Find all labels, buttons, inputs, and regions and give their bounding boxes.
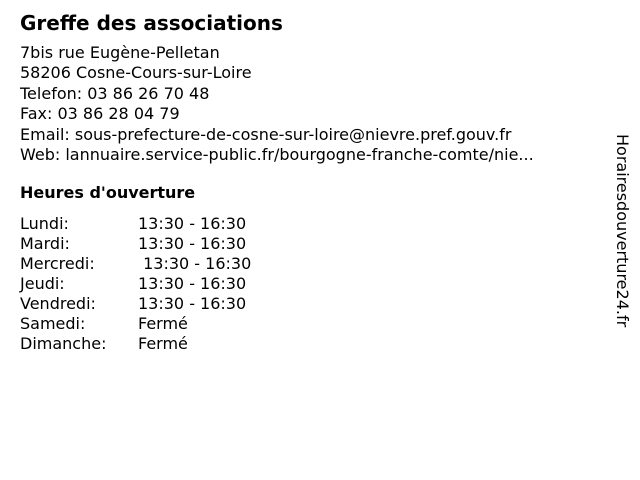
hours-row-wednesday <box>20 254 251 274</box>
phone-number: Telefon: 03 86 26 70 48 <box>20 83 210 103</box>
website-link: Web: lannuaire.service-public.fr/bourgogne-franche-comte/nie... <box>20 145 534 165</box>
time-value: Fermé <box>138 314 188 333</box>
time-value: 13:30 - 16:30 <box>138 234 247 253</box>
time-value: 13:30 - 16:30 <box>138 254 252 273</box>
time-value: Fermé <box>138 334 188 353</box>
opening-hours-heading: Heures d'ouverture <box>20 183 196 202</box>
time-value: 13:30 - 16:30 <box>138 214 247 233</box>
day-label: Samedi: <box>20 314 86 333</box>
hours-row-tuesday <box>20 234 251 254</box>
email-address: Email: sous-prefecture-de-cosne-sur-loire@nievre.pref.gouv.fr <box>20 124 512 144</box>
day-label: Vendredi: <box>20 294 96 313</box>
day-label: Mercredi: <box>20 254 95 273</box>
day-label: Jeudi: <box>20 274 65 293</box>
address-block <box>20 43 534 165</box>
street-address: 7bis rue Eugène-Pelletan <box>20 43 220 62</box>
day-label: Lundi: <box>20 214 69 233</box>
hours-row-friday <box>20 294 251 314</box>
opening-hours-table <box>20 214 251 354</box>
fax-number: Fax: 03 86 28 04 79 <box>20 104 180 124</box>
hours-row-saturday <box>20 314 251 334</box>
time-value: 13:30 - 16:30 <box>138 274 247 293</box>
day-label: Dimanche: <box>20 334 107 353</box>
page-title: Greffe des associations <box>20 11 283 35</box>
hours-row-thursday <box>20 274 251 294</box>
day-label: Mardi: <box>20 234 70 253</box>
city-postal-code: 58206 Cosne-Cours-sur-Loire <box>20 63 252 83</box>
time-value: 13:30 - 16:30 <box>138 294 247 313</box>
site-watermark: Horairesdouverture24.fr <box>613 134 632 328</box>
hours-row-monday <box>20 214 251 234</box>
hours-row-sunday <box>20 334 251 354</box>
